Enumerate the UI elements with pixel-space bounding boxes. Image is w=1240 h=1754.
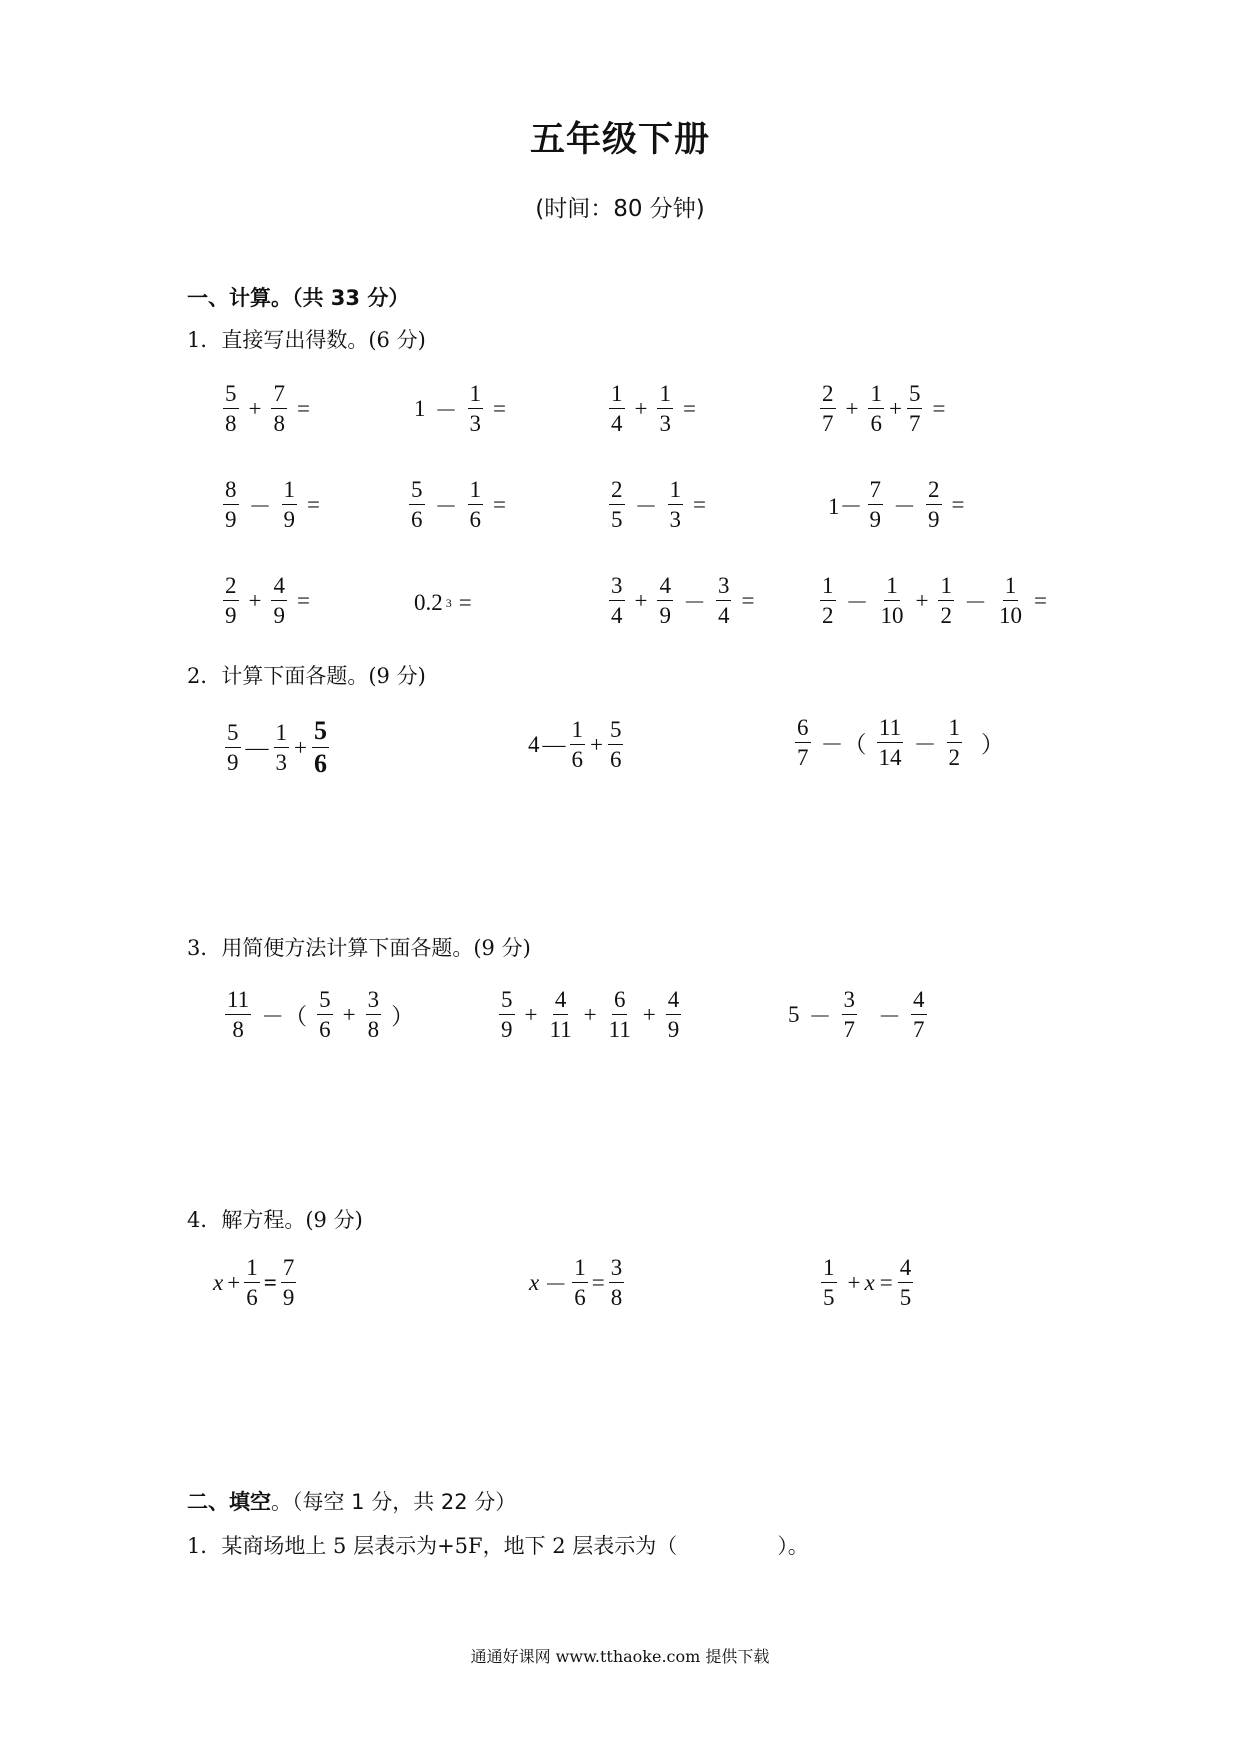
- question-3-title: 3．用简便方法计算下面各题。(9 分): [187, 936, 531, 960]
- fraction: $\frac{1}{6}$: [574, 1255, 586, 1310]
- q2-b: 4 — $\frac{1}{6}$ + $\frac{5}{6}$: [528, 717, 622, 772]
- fraction: $\frac{5}{9}$: [501, 987, 513, 1042]
- fraction: $\frac{1}{10}$: [998, 573, 1022, 628]
- fraction: $\frac{4}{5}$: [899, 1255, 912, 1310]
- fraction: $\frac{6}{11}$: [608, 987, 631, 1042]
- fraction: $\frac{5}{9}$: [227, 720, 239, 775]
- fraction: $\frac{1}{2}$: [948, 715, 960, 770]
- question-4-title: 4．解方程。(9 分): [187, 1208, 363, 1232]
- fraction: $\frac{3}{8}$: [367, 987, 380, 1042]
- q1-r3-c: $\frac{3}{4}$ + $\frac{4}{9}$ － $\frac{3}{4}$ =: [611, 573, 755, 628]
- fraction: $\frac{6}{7}$: [797, 715, 809, 770]
- q2-c: $\frac{6}{7}$ －（ $\frac{11}{14}$ － $\frac{1}{2}$ ）: [797, 715, 1004, 770]
- q1-r2-d: 1－ $\frac{7}{9}$ － $\frac{2}{9}$ =: [828, 477, 965, 532]
- question-2-title: 2．计算下面各题。(9 分): [187, 664, 426, 688]
- q4-a: x + $\frac{1}{6}$ = $\frac{7}{9}$: [213, 1255, 295, 1310]
- fraction: $\frac{3}{4}$: [611, 573, 623, 628]
- fraction: $\frac{3}{7}$: [843, 987, 855, 1042]
- fraction: $\frac{7}{9}$: [282, 1255, 295, 1310]
- fraction: $\frac{11}{8}$: [227, 987, 250, 1042]
- fraction: $\frac{4}{9}$: [273, 573, 285, 628]
- fraction: $\frac{3}{8}$: [610, 1255, 623, 1310]
- fraction: $\frac{1}{6}$: [469, 477, 481, 532]
- fraction: $\frac{4}{9}$: [659, 573, 671, 628]
- footer-credit: 通通好课网 www.tthaoke.com 提供下载: [470, 1647, 770, 1666]
- section-1-heading: 一、计算。（共 33 分）: [187, 286, 410, 310]
- fraction: $\frac{7}{8}$: [273, 381, 285, 436]
- page-title: 五年级下册: [529, 120, 710, 160]
- q3-b: $\frac{5}{9}$ + $\frac{4}{11}$ + $\frac{6}{11}$ + $\frac{4}{9}$: [501, 987, 680, 1042]
- section-2-heading: 二、填空。（每空 1 分，共 22 分）: [187, 1490, 517, 1514]
- fraction: $\frac{1}{6}$: [246, 1255, 258, 1310]
- q1-r3-b: 0.2 3 =: [414, 590, 472, 615]
- fraction: $\frac{4}{11}$: [549, 987, 572, 1042]
- fraction: $\frac{5}{7}$: [908, 381, 921, 436]
- fraction: $\frac{5}{6}$: [313, 716, 327, 778]
- q1-r1-a: $\frac{5}{8}$ + $\frac{7}{8}$ =: [225, 381, 310, 436]
- fraction: $\frac{5}{6}$: [609, 717, 622, 772]
- fraction: $\frac{4}{9}$: [667, 987, 680, 1042]
- q3-c: 5 － $\frac{3}{7}$ － $\frac{4}{7}$: [788, 987, 925, 1042]
- fraction: $\frac{5}{6}$: [319, 987, 331, 1042]
- q1-r3-a: $\frac{2}{9}$ + $\frac{4}{9}$ =: [225, 573, 310, 628]
- fraction: $\frac{5}{8}$: [225, 381, 237, 436]
- fraction: $\frac{2}{7}$: [822, 381, 834, 436]
- fraction: $\frac{2}{9}$: [225, 573, 237, 628]
- fill-question-1: 1．某商场地上 5 层表示为+5F，地下 2 层表示为（ ）。: [187, 1534, 809, 1558]
- fraction: $\frac{1}{3}$: [659, 381, 671, 436]
- fraction: $\frac{1}{6}$: [870, 381, 882, 436]
- fraction: $\frac{1}{2}$: [940, 573, 952, 628]
- question-1-title: 1．直接写出得数。(6 分): [187, 328, 426, 352]
- fraction: $\frac{1}{3}$: [669, 477, 681, 532]
- fraction: $\frac{1}{2}$: [822, 573, 834, 628]
- q1-r2-b: $\frac{5}{6}$ － $\frac{1}{6}$ =: [411, 477, 506, 532]
- q3-a: $\frac{11}{8}$ －（ $\frac{5}{6}$ + $\frac{3}{8}$ ）: [227, 987, 415, 1042]
- fraction: $\frac{1}{3}$: [469, 381, 481, 436]
- fraction: $\frac{1}{9}$: [283, 477, 295, 532]
- fraction: $\frac{4}{7}$: [913, 987, 925, 1042]
- q1-r1-c: $\frac{1}{4}$ + $\frac{1}{3}$ =: [611, 381, 696, 436]
- fraction: $\frac{7}{9}$: [869, 477, 881, 532]
- q2-a: $\frac{5}{9}$ — $\frac{1}{3}$ + $\frac{5}{6}$: [227, 716, 327, 778]
- fraction: $\frac{3}{4}$: [717, 573, 730, 628]
- fraction: $\frac{11}{14}$: [878, 715, 902, 770]
- q1-r2-c: $\frac{2}{5}$ － $\frac{1}{3}$ =: [611, 477, 706, 532]
- q4-b: x － $\frac{1}{6}$ = $\frac{3}{8}$: [529, 1255, 623, 1310]
- fraction: $\frac{8}{9}$: [225, 477, 237, 532]
- time-limit: (时间：80 分钟): [535, 196, 705, 222]
- fraction: $\frac{1}{6}$: [571, 717, 583, 772]
- fraction: $\frac{1}{5}$: [823, 1255, 835, 1310]
- fraction: $\frac{2}{5}$: [611, 477, 623, 532]
- fraction: $\frac{1}{4}$: [611, 381, 623, 436]
- q4-c: $\frac{1}{5}$ + x = $\frac{4}{5}$: [823, 1255, 912, 1310]
- fraction: $\frac{5}{6}$: [411, 477, 423, 532]
- q1-r1-d: $\frac{2}{7}$ + $\frac{1}{6}$ + $\frac{5}{7}$ =: [822, 381, 946, 436]
- fraction: $\frac{2}{9}$: [928, 477, 940, 532]
- q1-r2-a: $\frac{8}{9}$ － $\frac{1}{9}$ =: [225, 477, 320, 532]
- q1-r1-b: 1 － $\frac{1}{3}$ =: [414, 381, 506, 436]
- fraction: $\frac{1}{3}$: [275, 720, 287, 775]
- q1-r3-d: $\frac{1}{2}$ － $\frac{1}{10}$ + $\frac{1}{2}$ － $\frac{1}{10}$ =: [822, 573, 1047, 628]
- fraction: $\frac{1}{10}$: [880, 573, 904, 628]
